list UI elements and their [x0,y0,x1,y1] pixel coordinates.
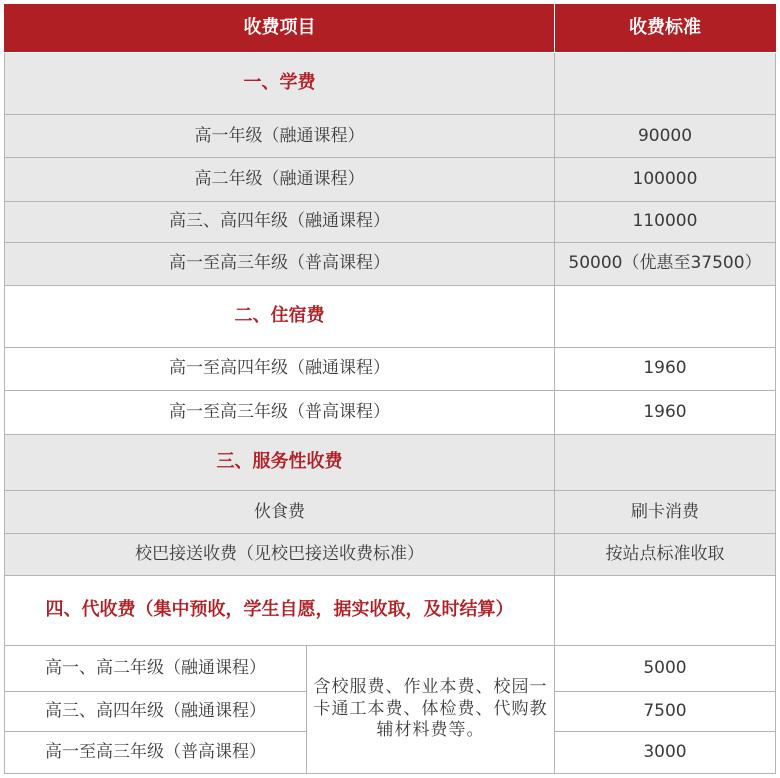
table-row [5,534,776,576]
row-fee: 1960 [555,390,776,434]
section-title-boarding: 二、住宿费 [5,285,555,347]
row-item: 高一至高三年级（普高课程） [5,390,555,434]
section-title-service: 三、服务性收费 [5,435,555,491]
table-row [5,491,776,534]
row-item: 高一至高三年级（普高课程） [5,242,555,285]
section-fee-empty [555,53,776,115]
table-row [5,201,776,242]
agency-note: 含校服费、作业本费、校园一卡通工本费、体检费、代购教辅材料费等。 [307,645,555,773]
row-fee: 110000 [555,201,776,242]
row-fee: 50000（优惠至37500） [555,242,776,285]
table-row [5,242,776,285]
section-row-service [5,435,776,491]
row-item: 高一至高三年级（普高课程） [5,731,307,773]
table-row [5,390,776,434]
section-fee-empty [555,576,776,645]
section-row-boarding [5,285,776,347]
row-item: 伙食费 [5,491,555,534]
row-fee: 刷卡消费 [555,491,776,534]
table-row [5,645,776,691]
fee-table [4,4,776,774]
section-title-agency: 四、代收费（集中预收，学生自愿，据实收取，及时结算） [5,576,555,645]
row-fee: 100000 [555,158,776,201]
row-item: 校巴接送收费（见校巴接送收费标准） [5,534,555,576]
table-row [5,158,776,201]
table-header-row [5,5,776,53]
section-fee-empty [555,435,776,491]
header-standard: 收费标准 [555,5,776,53]
table-row [5,347,776,390]
row-item: 高一、高二年级（融通课程） [5,645,307,691]
section-row-tuition [5,53,776,115]
row-item: 高一至高四年级（融通课程） [5,347,555,390]
row-item: 高一年级（融通课程） [5,115,555,158]
row-item: 高二年级（融通课程） [5,158,555,201]
row-fee: 按站点标准收取 [555,534,776,576]
row-fee: 1960 [555,347,776,390]
row-fee: 90000 [555,115,776,158]
section-row-agency [5,576,776,645]
row-fee: 3000 [555,731,776,773]
header-item: 收费项目 [5,5,555,53]
row-fee: 7500 [555,691,776,731]
row-item: 高三、高四年级（融通课程） [5,201,555,242]
table-row [5,115,776,158]
row-fee: 5000 [555,645,776,691]
row-item: 高三、高四年级（融通课程） [5,691,307,731]
section-fee-empty [555,285,776,347]
section-title-tuition: 一、学费 [5,53,555,115]
